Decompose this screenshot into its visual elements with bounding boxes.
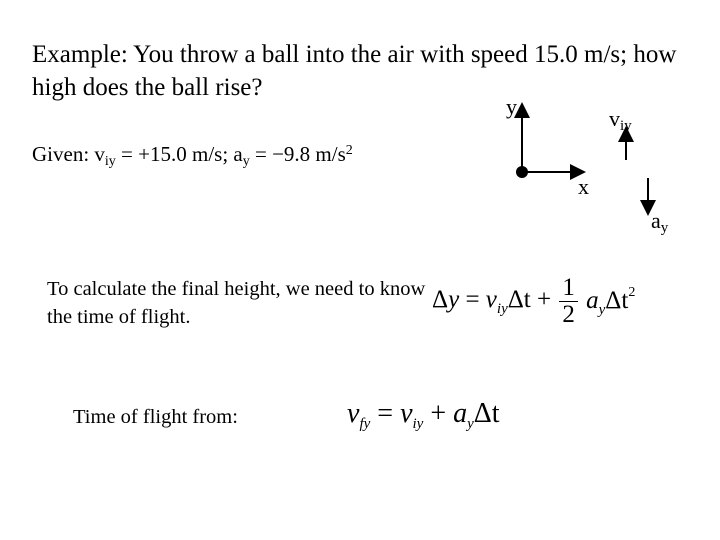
y-axis-label: y bbox=[506, 94, 517, 119]
viy-label: $v_{iy}$ bbox=[609, 106, 632, 134]
height-explanation: To calculate the final height, we need to know the time of flight. bbox=[47, 278, 426, 328]
ay-label: $a_y$ bbox=[651, 208, 669, 236]
problem-title: Example: You throw a ball into the air with speed 15.0 m/s; how high does the ball rise? bbox=[32, 41, 677, 101]
x-axis-label: x bbox=[578, 174, 589, 199]
given-values: Given: $v_{iy} = +15.0$ m/s; $a_y = -9.8$ $m/s^2$ bbox=[32, 142, 353, 169]
displacement-equation: $\Delta y = v_{iy}\Delta t$ + $\frac{1}{2}$ $a_y\Delta t^2$ bbox=[432, 274, 636, 328]
origin-point bbox=[516, 166, 528, 178]
time-of-flight-label: Time of flight from: bbox=[73, 406, 238, 428]
velocity-equation: $v_{fy} = v_{iy} + a_y\Delta t$ bbox=[347, 398, 500, 432]
